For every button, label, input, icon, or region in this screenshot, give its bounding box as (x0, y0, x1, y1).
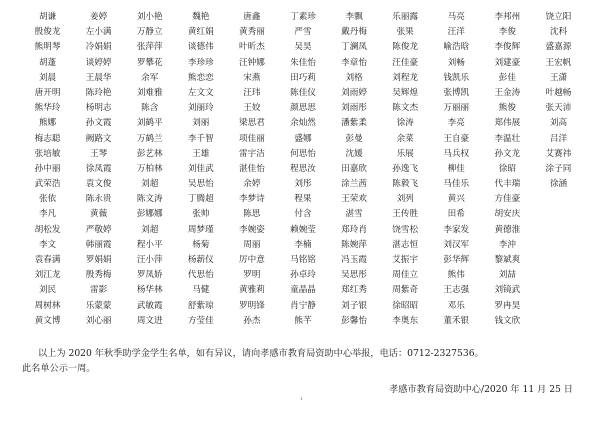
student-name: 李梦诗 (239, 194, 265, 205)
student-name: 刘畅 (447, 57, 465, 68)
student-name: 丁素珍 (290, 12, 316, 22)
student-name: 胡安庆 (494, 209, 521, 220)
student-name: 潘紫柔 (341, 118, 367, 129)
student-name: 李温壮 (494, 133, 521, 144)
student-name: 刘丽 (192, 118, 210, 129)
student-name: 刘超 (141, 224, 159, 235)
student-name: 王潇 (549, 72, 568, 83)
student-name: 余菜 (396, 133, 414, 144)
student-name: 马健 (192, 285, 210, 296)
student-name: 熊明琴 (34, 42, 61, 53)
student-name: 周梦瑾 (187, 224, 214, 235)
student-name: 陈婉萍 (341, 239, 367, 250)
student-name: 饶立阳 (545, 12, 572, 22)
student-name: 杨菊 (192, 239, 210, 250)
student-name: 汪佳豪 (392, 57, 419, 68)
student-name: 汪洋 (447, 27, 465, 38)
student-name: 李家发 (443, 224, 470, 235)
student-name: 彭佳 (498, 72, 516, 83)
student-name: 万丽丽 (443, 103, 470, 114)
student-name: 陈含 (141, 103, 159, 114)
student-name: 魏艳 (192, 12, 210, 22)
student-name: 厉中意 (239, 255, 265, 265)
student-name: 孙杰 (243, 315, 261, 326)
student-name: 张博凯 (443, 87, 470, 98)
student-name: 袁文俊 (85, 179, 112, 190)
student-name: 饶雪松 (392, 224, 419, 235)
student-name: 刘心丽 (85, 315, 112, 326)
student-name: 姜婷 (90, 12, 108, 22)
student-name: 田巧莉 (290, 72, 316, 83)
student-name: 方佳豪 (494, 194, 521, 205)
student-name: 程果 (294, 194, 312, 205)
student-name: 黄薇 (90, 209, 108, 220)
student-name: 程小平 (136, 239, 163, 250)
student-name: 王金涛 (494, 87, 521, 98)
student-name: 乐丽露 (392, 12, 419, 22)
student-name: 张天沛 (545, 103, 572, 114)
student-name: 李奥东 (392, 315, 419, 326)
student-name: 刘难雅 (136, 87, 163, 98)
student-name: 张培敏 (34, 148, 61, 159)
student-name: 艾赛祎 (545, 148, 572, 159)
student-name: 杨华林 (136, 285, 163, 296)
student-name: 柳佳 (447, 163, 465, 174)
student-name: 韩丽霞 (85, 239, 112, 250)
student-name: 陈玲艳 (85, 87, 112, 98)
publicity-period-note: 此名单公示一周。 (22, 363, 96, 374)
student-name: 余灿然 (290, 118, 316, 129)
student-name: 罗娟娟 (85, 255, 112, 265)
student-name: 刘江龙 (34, 270, 61, 281)
student-name: 刘超 (141, 179, 159, 190)
student-name: 田嘉欣 (341, 163, 367, 174)
student-name: 刘鹤平 (136, 118, 163, 129)
student-name: 刘丽玲 (187, 103, 214, 114)
student-name: 陈俊龙 (392, 42, 419, 53)
student-name: 钱凯乐 (443, 72, 470, 83)
student-name: 孙中丽 (34, 163, 61, 174)
student-name: 熊华玲 (34, 103, 61, 114)
student-name: 马兵权 (443, 148, 470, 159)
student-name: 刘雨彤 (341, 103, 367, 114)
page-number: 1 (300, 396, 303, 401)
student-name: 刘高 (549, 118, 568, 129)
student-name: 袁春满 (34, 255, 61, 265)
student-name: 吴思彤 (341, 270, 367, 281)
student-name: 宋燕 (243, 72, 261, 83)
student-name: 周文进 (136, 315, 163, 326)
student-name: 徐涛 (396, 118, 414, 129)
student-name: 颜思思 (290, 103, 316, 114)
student-name: 孙文霞 (85, 118, 112, 129)
student-name: 盛嘉源 (545, 42, 572, 53)
student-name (533, 223, 584, 238)
student-name: 刘格 (345, 72, 363, 83)
student-name: 雷影 (90, 285, 108, 296)
student-name: 沈科 (549, 27, 568, 38)
student-name: 周紫奇 (392, 285, 419, 296)
student-name: 赖婉莹 (290, 224, 316, 235)
student-name: 万鹤兰 (136, 133, 163, 144)
student-name: 李俊辉 (494, 42, 521, 53)
student-name: 湛志恒 (392, 239, 419, 250)
student-name: 刘晨 (38, 72, 57, 83)
student-name: 熊俊 (498, 103, 516, 114)
student-name: 叶越畅 (545, 87, 572, 98)
student-name: 熊娜 (38, 118, 57, 129)
student-name: 王荣欢 (341, 194, 367, 205)
student-name: 乐蒙蒙 (85, 300, 112, 311)
student-name: 周丽 (243, 239, 261, 250)
student-name: 刘汉军 (443, 239, 470, 250)
student-name: 李俊 (498, 27, 516, 38)
student-name: 王自豪 (443, 133, 470, 144)
student-name: 刘建豪 (494, 57, 521, 68)
student-name: 郑玲肖 (341, 224, 367, 235)
student-name: 熊伟 (447, 270, 465, 281)
student-name: 代丰瑞 (494, 179, 521, 190)
student-name: 余军 (141, 72, 159, 83)
student-name: 李章怡 (341, 57, 367, 68)
student-name: 徐涵 (549, 179, 568, 190)
student-name: 舒紫琼 (187, 300, 214, 311)
student-name: 熊芊 (294, 315, 312, 326)
student-name: 王志强 (443, 285, 470, 296)
student-name: 沈媛 (345, 148, 363, 159)
student-name: 黄德淮 (494, 224, 521, 235)
student-name: 盛娜 (294, 133, 312, 144)
student-name: 罗攀花 (136, 57, 163, 68)
student-name: 田希 (447, 209, 465, 220)
student-name: 孙文龙 (494, 148, 521, 159)
student-name: 刘佳武 (187, 163, 214, 174)
student-name: 李邦州 (494, 12, 521, 22)
student-name: 雷宇洁 (239, 148, 265, 159)
student-name: 陈佳仪 (290, 87, 316, 98)
student-name: 汪玮 (243, 87, 261, 98)
student-name: 刘子银 (341, 300, 367, 311)
student-name: 乐展 (396, 148, 414, 159)
student-name: 万柏林 (136, 163, 163, 174)
student-name: 唐鑫 (243, 12, 261, 22)
objection-notice: 以上为 2020 年秋季助学金学生名单，如有异议，请向孝感市教育局资助中心举报，电话：0712-2327536。 (38, 348, 484, 359)
student-name: 唐开明 (34, 87, 61, 98)
student-name: 张萍萍 (136, 42, 163, 53)
student-name: 代思怡 (187, 270, 214, 281)
student-name (533, 268, 584, 283)
student-name: 陈永贵 (85, 194, 112, 205)
student-name: 陈文涛 (136, 194, 163, 205)
student-name: 郑伟展 (494, 118, 521, 129)
student-name: 王晨华 (85, 72, 112, 83)
student-name: 吕洋 (549, 133, 568, 144)
student-name: 彭娜娜 (136, 209, 163, 220)
student-name (533, 207, 584, 222)
student-name: 孙逸飞 (392, 163, 419, 174)
student-name: 彭艺林 (136, 148, 163, 159)
student-name: 徐昭 (498, 163, 516, 174)
student-name: 周树林 (34, 300, 61, 311)
student-name: 付含 (294, 209, 312, 220)
student-name: 余婷 (243, 179, 261, 190)
student-name: 彭曼 (345, 133, 363, 144)
student-name: 彭馨怡 (341, 315, 367, 326)
student-name: 丁腾超 (187, 194, 214, 205)
student-name: 杨薪仪 (187, 255, 214, 265)
student-name: 何思怡 (290, 148, 316, 159)
student-name: 董禾银 (443, 315, 470, 326)
student-name: 刘列 (396, 194, 414, 205)
student-name: 李珍珍 (187, 57, 214, 68)
student-name: 冷娟娟 (85, 42, 112, 53)
student-name: 汪钟娜 (239, 57, 265, 68)
student-name: 彭华辉 (443, 255, 470, 265)
student-name: 马铭铭 (290, 255, 316, 265)
student-name: 熊恋恋 (187, 72, 214, 83)
student-name: 谈婷婷 (85, 57, 112, 68)
student-name: 武敏霞 (136, 300, 163, 311)
student-name: 李千智 (187, 133, 214, 144)
student-name: 罗冉昊 (494, 300, 521, 311)
student-name: 艾振宇 (392, 255, 419, 265)
student-name: 周佳立 (392, 270, 419, 281)
student-name: 黄兴 (447, 194, 465, 205)
student-name: 湛雪 (345, 209, 363, 220)
student-name: 梅志聪 (34, 133, 61, 144)
student-name: 王琴 (90, 148, 108, 159)
student-name: 吴昊 (294, 42, 312, 53)
student-name: 严雪 (294, 27, 312, 38)
student-name: 胡谦 (38, 12, 57, 22)
student-name: 谈德伟 (187, 42, 214, 53)
student-name: 邓乐 (447, 300, 465, 311)
student-name: 李亮 (447, 118, 465, 129)
student-name: 黄红娟 (187, 27, 214, 38)
student-name: 严敬婷 (85, 224, 112, 235)
student-name (533, 192, 584, 207)
student-name: 涂兰茜 (341, 179, 367, 190)
student-name: 肖宁静 (290, 300, 316, 311)
student-name: 李楠 (294, 239, 312, 250)
student-name: 徐昭昭 (392, 300, 419, 311)
student-name: 张帅 (192, 209, 210, 220)
student-name (533, 283, 584, 298)
student-name: 喻浩晗 (443, 42, 470, 53)
student-name: 丁澜凤 (341, 42, 367, 53)
student-name: 王雄 (192, 148, 210, 159)
student-name: 童晶晶 (290, 285, 316, 296)
student-name: 罗明 (243, 270, 261, 281)
student-name: 殷秀梅 (85, 270, 112, 281)
student-name: 刘镜武 (494, 285, 521, 296)
student-name: 黄秀丽 (239, 27, 265, 38)
student-name (533, 299, 584, 314)
recipient-name-table (22, 10, 584, 329)
student-name: 黄文博 (34, 315, 61, 326)
student-name: 冯玉霞 (341, 255, 367, 265)
student-name: 张依 (38, 194, 57, 205)
student-name: 杨明志 (85, 103, 112, 114)
student-name: 左文文 (187, 87, 214, 98)
student-name: 王传胜 (392, 209, 419, 220)
student-name: 黎斌爽 (494, 255, 521, 265)
student-name: 罗明锋 (239, 300, 265, 311)
student-name: 阙路文 (85, 133, 112, 144)
student-name (533, 314, 584, 329)
student-name: 方莹佳 (187, 315, 214, 326)
student-name: 李婉姿 (239, 224, 265, 235)
student-name: 吴辉煌 (392, 87, 419, 98)
student-name: 陈文杰 (392, 103, 419, 114)
student-name: 叶昕杰 (239, 42, 265, 53)
issuer-signature-date: 孝感市教育局资助中心/2020 年 11 月 25 日 (389, 384, 573, 395)
student-name: 李凡 (38, 209, 57, 220)
student-name (533, 253, 584, 268)
student-name: 孙卓玲 (290, 270, 316, 281)
student-name: 陈毅飞 (392, 179, 419, 190)
student-name: 万静立 (136, 27, 163, 38)
student-name: 梁思君 (239, 118, 265, 129)
student-name: 张果 (396, 27, 414, 38)
student-name: 殷俊龙 (34, 27, 61, 38)
student-name: 戴丹梅 (341, 27, 367, 38)
student-name: 黄雅莉 (239, 285, 265, 296)
student-name: 吴思怡 (187, 179, 214, 190)
student-name: 刘喆 (498, 270, 516, 281)
student-name: 涂子同 (545, 163, 572, 174)
student-name: 刘彤 (294, 179, 312, 190)
student-name: 汪小萍 (136, 255, 163, 265)
student-name: 李文 (38, 239, 57, 250)
student-name (533, 238, 584, 253)
student-name: 左小满 (85, 27, 112, 38)
student-name: 罗凤娇 (136, 270, 163, 281)
student-name: 陈思 (243, 209, 261, 220)
student-name: 朱佳怡 (290, 57, 316, 68)
student-name: 郑红秀 (341, 285, 367, 296)
student-name: 程思汝 (290, 163, 316, 174)
student-name: 马佳乐 (443, 179, 470, 190)
student-name: 刘民 (38, 285, 57, 296)
student-name: 钱文欣 (494, 315, 521, 326)
student-name: 胡蓬 (38, 57, 57, 68)
student-name: 刘雨婷 (341, 87, 367, 98)
student-name: 王姣 (243, 103, 261, 114)
student-name: 湛佳怡 (239, 163, 265, 174)
student-name: 刘程龙 (392, 72, 419, 83)
student-name: 徐凤霞 (85, 163, 112, 174)
student-name: 李沖 (498, 239, 516, 250)
student-name: 刘小艳 (136, 12, 163, 22)
student-name: 胡松发 (34, 224, 61, 235)
student-name: 李飘 (345, 12, 363, 22)
student-name: 武荣浩 (34, 179, 61, 190)
student-name: 王宏帆 (545, 57, 572, 68)
student-name: 马亮 (447, 12, 465, 22)
student-name: 项佳丽 (239, 133, 265, 144)
